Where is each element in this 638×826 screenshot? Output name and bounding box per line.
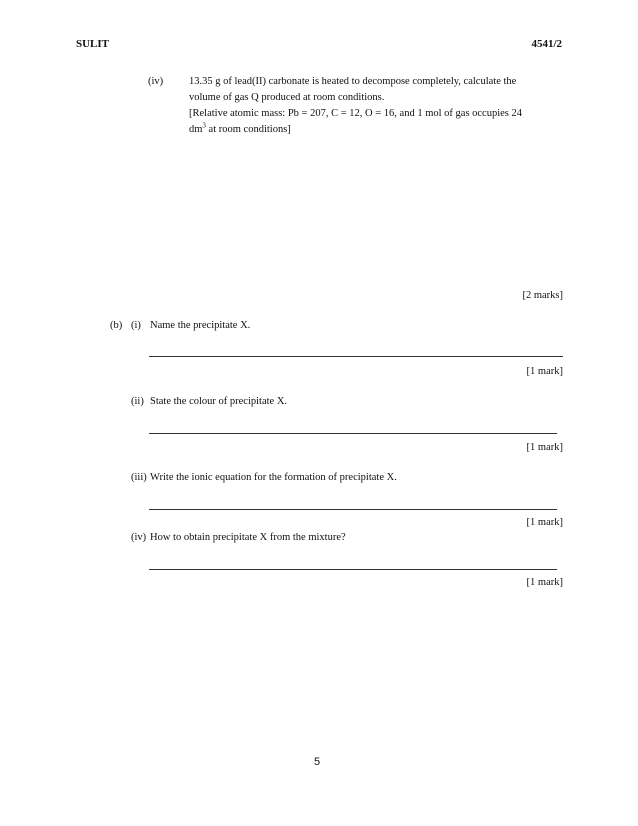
unit-superscript: 3 [202,121,206,130]
marks-label: [2 marks] [522,290,563,301]
marks-label: [1 mark] [526,577,563,588]
page-number: 5 [314,756,321,768]
sub-question-number: (iii) [131,472,147,483]
sub-question-number: (iv) [131,532,147,543]
question-text-line [189,122,291,138]
marks-label: [1 mark] [526,366,563,377]
unit-suffix: at room conditions] [205,124,291,135]
sub-question-number: (ii) [131,396,144,407]
header-right: 4541/2 [531,38,562,50]
header-left: SULIT [76,38,110,50]
marks-label: [1 mark] [526,442,563,453]
sub-question-number: (i) [131,320,141,331]
question-number: (iv) [148,76,164,87]
answer-line[interactable] [149,509,557,510]
part-label: (b) [110,320,123,331]
question-text-line: [Relative atomic mass: Pb = 207, C = 12, O = 16, and 1 mol of gas occupies 24 [189,108,523,119]
sub-question-text: How to obtain precipitate X from the mixture? [150,532,346,543]
marks-label: [1 mark] [526,517,563,528]
answer-line[interactable] [149,356,563,357]
question-text-line: volume of gas Q produced at room conditions. [189,92,385,103]
answer-line[interactable] [149,569,557,570]
question-text-line: 13.35 g of lead(II) carbonate is heated to decompose completely, calculate the [189,76,517,87]
answer-line[interactable] [149,433,557,434]
sub-question-text: Write the ionic equation for the formation of precipitate X. [150,472,397,483]
sub-question-text: State the colour of precipitate X. [150,396,288,407]
sub-question-text: Name the precipitate X. [150,320,251,331]
unit-text: dm [189,124,203,135]
